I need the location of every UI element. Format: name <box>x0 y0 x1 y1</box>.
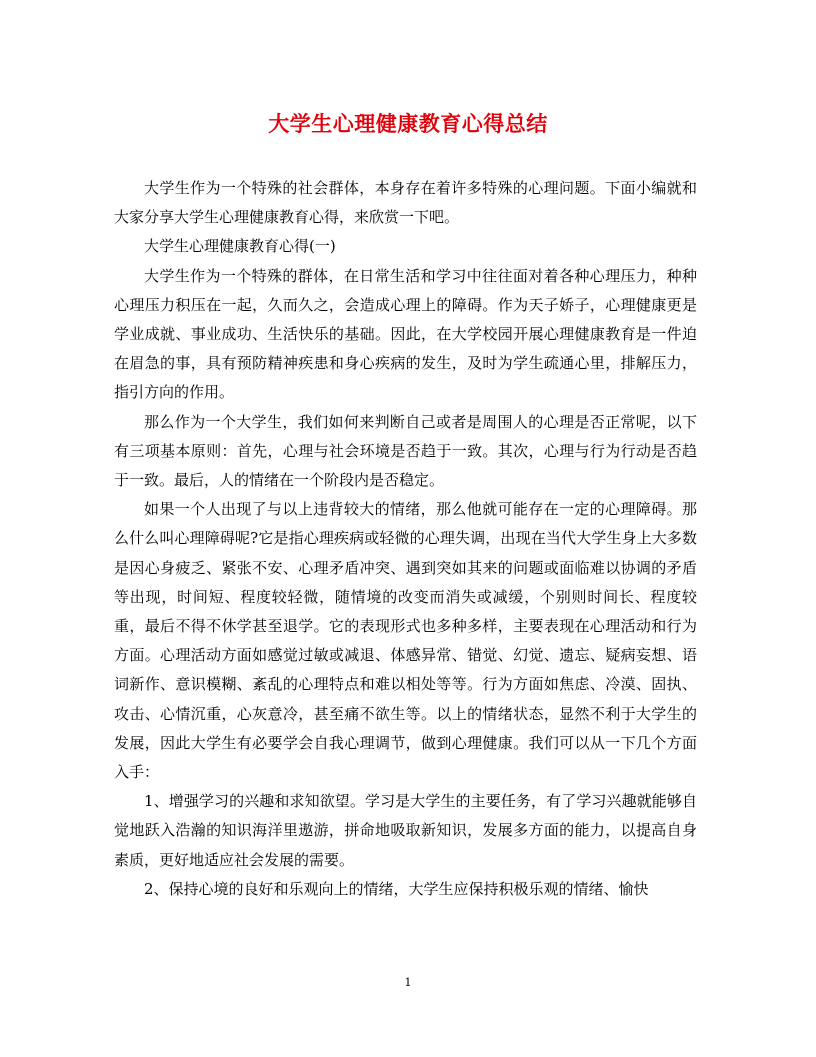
body-paragraph: 大学生作为一个特殊的群体，在日常生活和学习中往往面对着各种心理压力，种种心理压力积压在一起，久而久之，会造成心理上的障碍。作为天子娇子，心理健康更是学业成就、事业成功、生活快乐的基础。因此，在大学校园开展心理健康教育是一件迫在眉急的事，具有预防精神疾患和身心疾病的发生，及时为学生疏通心里，排解压力，指引方向的作用。 <box>114 266 697 402</box>
list-paragraph: 2、保持心境的良好和乐观向上的情绪，大学生应保持积极乐观的情绪、愉快 <box>144 879 649 898</box>
document-title: 大学生心理健康教育心得总结 <box>268 111 548 136</box>
list-paragraph: 1、增强学习的兴趣和求知欲望。学习是大学生的主要任务，有了学习兴趣就能够自觉地跃入浩瀚的知识海洋里遨游，拼命地吸取新知识，发展多方面的能力，以提高自身素质，更好地适应社会发展的需要。 <box>114 792 697 869</box>
body-paragraph: 如果一个人出现了与以上违背较大的情绪，那么他就可能存在一定的心理障碍。那么什么叫心理障碍呢?它是指心理疾病或轻微的心理失调，出现在当代大学生身上大多数是因心身疲乏、紧张不安、心理矛盾冲突、遇到突如其来的问题或面临难以协调的矛盾等出现，时间短、程度较轻微，随情境的改变而消失或减缓，个别则时间长、程度较重，最后不得不休学甚至退学。它的表现形式也多种多样，主要表现在心理活动和行为方面。心理活动方面如感觉过敏或减退、体感异常、错觉、幻觉、遗忘、疑病妄想、语词新作、意识模糊、紊乱的心理特点和难以相处等等。行为方面如焦虑、冷漠、固执、攻击、心情沉重，心灰意冷，甚至痛不欲生等。以上的情绪状态，显然不利于大学生的发展，因此大学生有必要学会自我心理调节，做到心理健康。我们可以从一下几个方面入手： <box>114 500 697 782</box>
intro-paragraph: 大学生作为一个特殊的社会群体，本身存在着许多特殊的心理问题。下面小编就和大家分享大学生心理健康教育心得，来欣赏一下吧。 <box>114 179 697 227</box>
body-paragraph: 那么作为一个大学生，我们如何来判断自己或者是周围人的心理是否正常呢，以下有三项基本原则：首先，心理与社会环境是否趋于一致。其次，心理与行为行动是否趋于一致。最后，人的情绪在一个阶段内是否稳定。 <box>114 412 697 490</box>
document-body <box>114 174 697 904</box>
section-heading: 大学生心理健康教育心得(一) <box>144 237 336 256</box>
page-number: 1 <box>404 976 412 989</box>
